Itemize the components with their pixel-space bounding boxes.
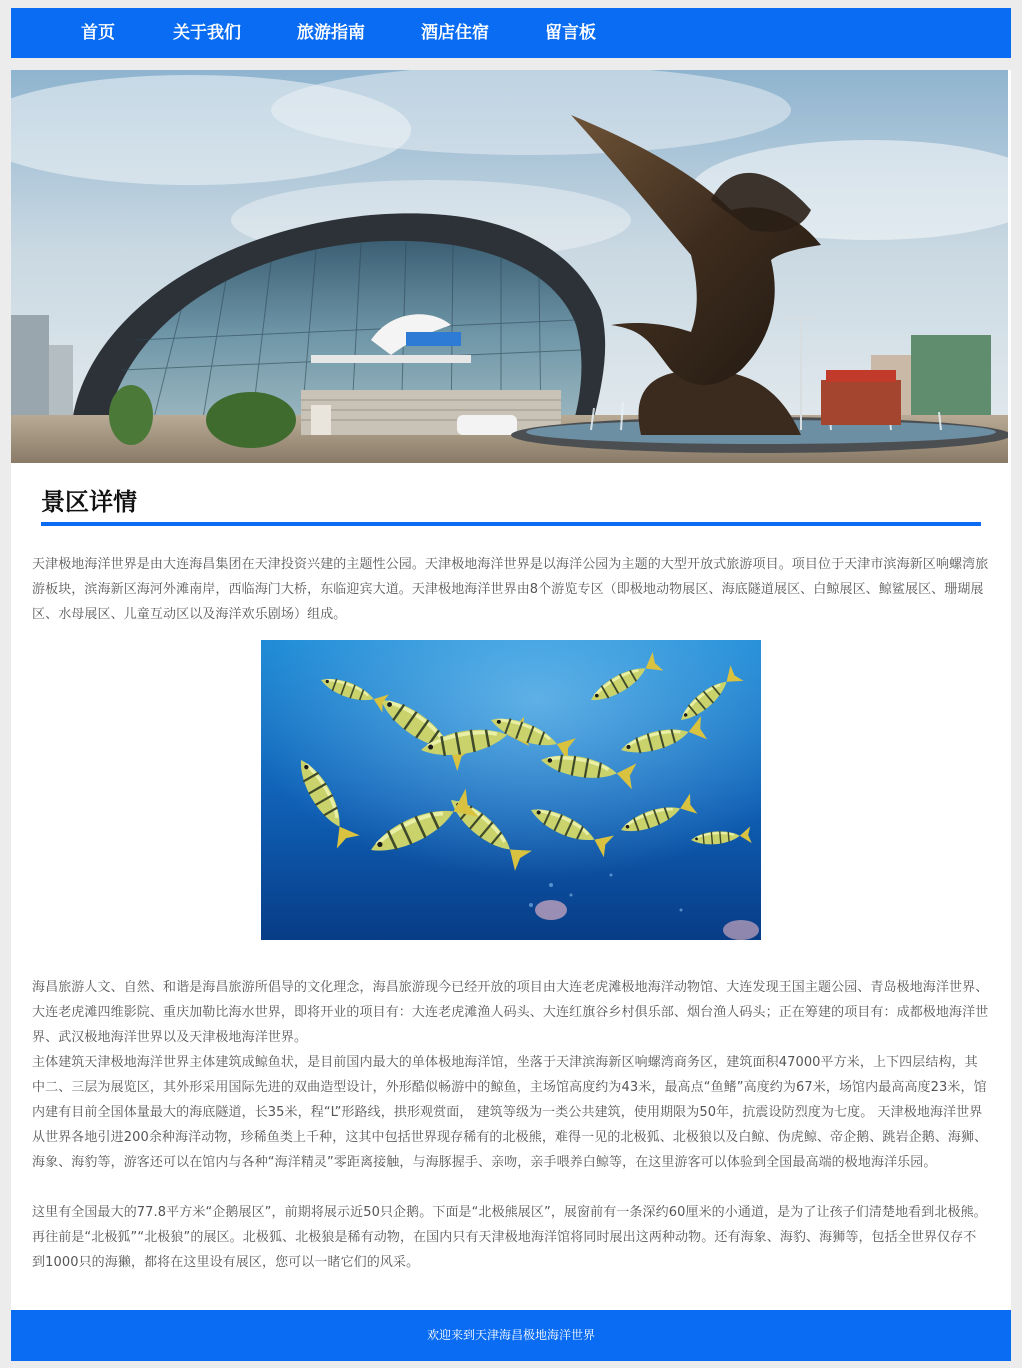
paragraph-brand: 海昌旅游人文、自然、和谐是海昌旅游所倡导的文化理念，海昌旅游现今已经开放的项目由大连老虎滩极地海洋动物馆、大连发现王国主题公园、青岛极地海洋世界、大连老虎滩四维影院、重庆加勒比海水世界，即将开业的项目有：大连老虎滩渔人码头、大连红旗谷乡村俱乐部、烟台渔人码头；正在筹建的项目有：成都极地海洋世界、武汉极地海洋世界以及天津极地海洋世界。	[32, 980, 989, 1045]
footer	[11, 1310, 1011, 1361]
hero-banner-image	[11, 70, 1008, 463]
nav-item-about[interactable]: 关于我们	[173, 23, 241, 43]
nav-item-guestbook[interactable]: 留言板	[545, 23, 596, 43]
main-content	[11, 70, 1011, 1310]
intro-paragraph: 天津极地海洋世界是由大连海昌集团在天津投资兴建的主题性公园。天津极地海洋世界是以海洋公园为主题的大型开放式旅游项目。项目位于天津市滨海新区响螺湾旅游板块，滨海新区海河外滩南岸，西临海门大桥，东临迎宾大道。天津极地海洋世界由8个游览专区（即极地动物展区、海底隧道展区、白鲸展区、鲸鲨展区、珊瑚展区、水母展区、儿童互动区以及海洋欢乐剧场）组成。	[32, 557, 989, 622]
nav-item-hotel[interactable]: 酒店住宿	[421, 23, 489, 43]
section-title: 景区详情	[41, 488, 137, 516]
aquarium-fish-image	[261, 640, 761, 940]
paragraph-exhibits: 这里有全国最大的77.8平方米“企鹅展区”，前期将展示近50只企鹅。下面是“北极熊展区”，展窗前有一条深约60厘米的小通道，是为了让孩子们清楚地看到北极熊。再往前是“北极狐”“北极狼”的展区。北极狐、北极狼是稀有动物，在国内只有天津极地海洋馆将同时展出这两种动物。还有海象、海豹、海狮等，包括全世界仅存不到1000只的海獭，都将在这里设有展区，您可以一睹它们的风采。	[32, 1205, 987, 1270]
nav-item-home[interactable]: 首页	[81, 23, 115, 43]
top-nav	[11, 8, 1011, 58]
nav-item-guide[interactable]: 旅游指南	[297, 23, 365, 43]
footer-text: 欢迎来到天津海昌极地海洋世界	[426, 1328, 595, 1342]
paragraph-architecture: 主体建筑天津极地海洋世界主体建筑成鲸鱼状，是目前国内最大的单体极地海洋馆，坐落于天津滨海新区响螺湾商务区，建筑面积47000平方米，上下四层结构，其中二、三层为展览区，其外形采用国际先进的双曲造型设计，外形酷似畅游中的鲸鱼，主场馆高度约为43米，最高点“鱼鳍”高度约为67米，场馆内最高高度23米，馆内建有目前全国体量最大的海底隧道，长35米，程“L”形路线，拱形观赏面， 建筑等级为一类公共建筑，使用期限为50年，抗震设防烈度为七度。 天津极地海洋世界从世界各地引进200余种海洋动物，珍稀鱼类上千种，这其中包括世界现存稀有的北极熊，难得一见的北极狐、北极狼以及白鲸、伪虎鲸、帝企鹅、跳岩企鹅、海狮、海象、海豹等，游客还可以在馆内与各种“海洋精灵”零距离接触，与海豚握手、亲吻，亲手喂养白鲸等，在这里游客可以体验到全国最高端的极地海洋乐园。	[32, 1055, 988, 1170]
title-underline	[41, 522, 981, 526]
